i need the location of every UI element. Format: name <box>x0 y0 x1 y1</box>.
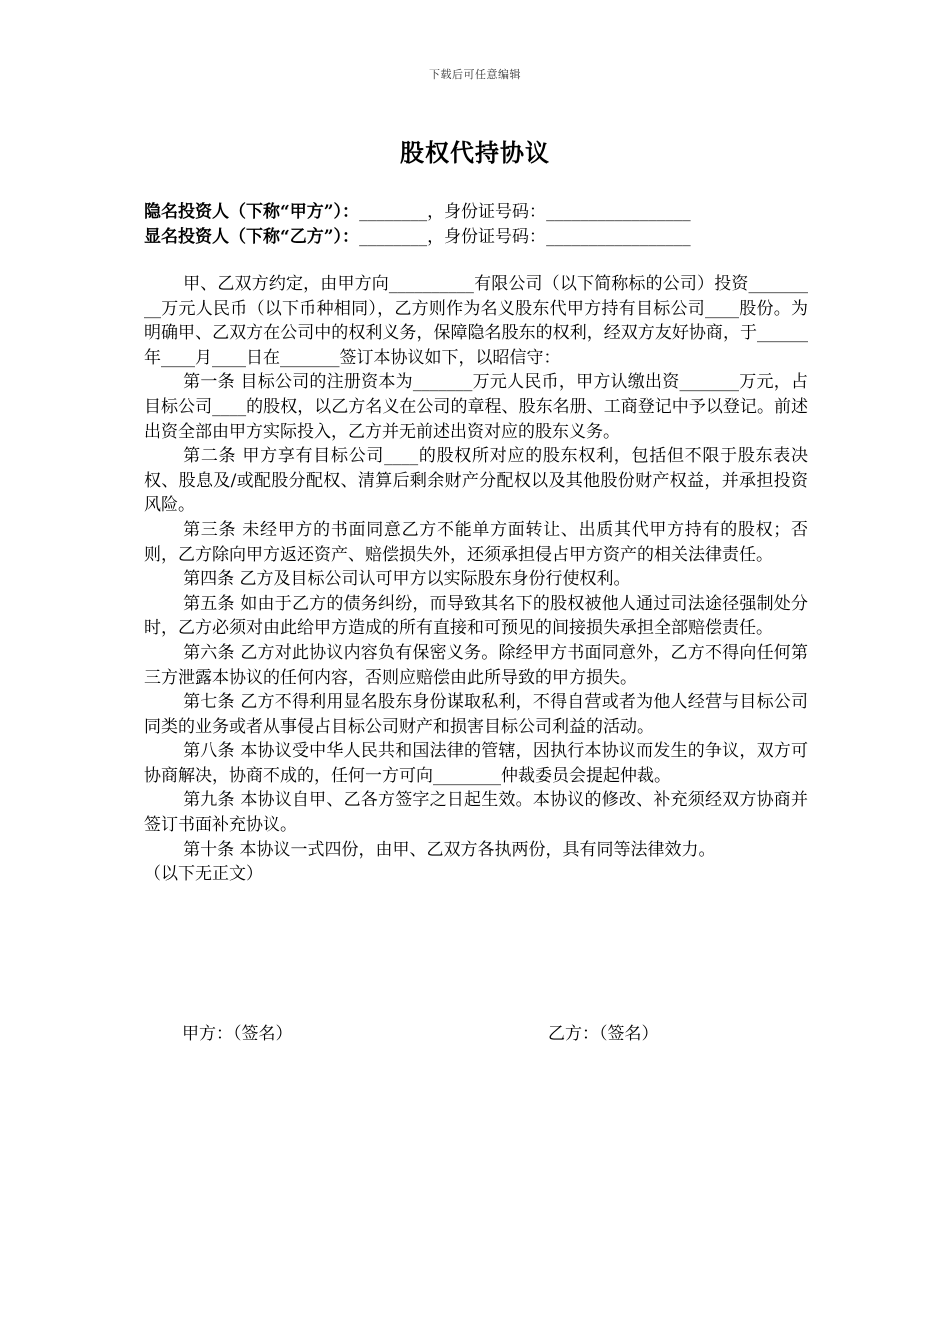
party-a-name-blank: ________ <box>359 202 428 222</box>
party-a-id-blank: _________________ <box>546 202 691 222</box>
closing-note: （以下无正文） <box>144 864 263 885</box>
page-title: 股权代持协议 <box>400 138 550 167</box>
party-b-line <box>144 225 824 250</box>
article-2: 第二条 甲方享有目标公司____的股权所对应的股东权利，包括但不限于股东表决权、股息及/或配股分配权、清算后剩余财产分配权以及其他股份财产权益，并承担投资风险。 <box>144 446 808 516</box>
parties-block <box>144 200 824 250</box>
party-b-id-blank: _________________ <box>546 227 691 247</box>
article-8: 第八条 本协议受中华人民共和国法律的管辖，因执行本协议而发生的争议，双方可协商解决，协商不成的，任何一方可向________仲裁委员会提起仲裁。 <box>144 741 808 786</box>
party-b-signature: 乙方：（签名） <box>548 1024 659 1044</box>
header-note: 下载后可任意编辑 <box>429 68 521 81</box>
party-a-id-label: ，身份证号码： <box>427 202 547 222</box>
article-4: 第四条 乙方及目标公司认可甲方以实际股东身份行使权利。 <box>183 569 631 590</box>
article-9: 第九条 本协议自甲、乙各方签字之日起生效。本协议的修改、补充须经双方协商并签订书面补充协议。 <box>144 790 808 836</box>
party-b-name-blank: ________ <box>359 227 428 247</box>
party-b-label: 显名投资人（下称“乙方”）： <box>144 227 360 247</box>
party-a-line <box>144 200 824 225</box>
article-7: 第七条 乙方不得利用显名股东身份谋取私利，不得自营或者为他人经营与目标公司同类的业务或者从事侵占目标公司财产和损害目标公司利益的活动。 <box>144 692 808 737</box>
preamble-paragraph: 甲、乙双方约定，由甲方向__________有限公司（以下简称标的公司）投资_________万元人民币（以下币种相同），乙方则作为名义股东代甲方持有目标公司____股份。为明确甲、乙双方在公司中的权利义务，保障隐名股东的权利，经双方友好协商，于______年____月____日在_______签订本协议如下，以昭信守： <box>144 274 808 368</box>
article-1: 第一条 目标公司的注册资本为_______万元人民币，甲方认缴出资_______万元，占目标公司____的股权，以乙方名义在公司的章程、股东名册、工商登记中予以登记。前述出资全部由甲方实际投入，乙方并无前述出资对应的股东义务。 <box>144 372 808 442</box>
article-5: 第五条 如由于乙方的债务纠纷，而导致其名下的股权被他人通过司法途径强制处分时，乙方必须对由此给甲方造成的所有直接和可预见的间接损失承担全部赔偿责任。 <box>144 593 808 639</box>
party-a-signature: 甲方：（签名） <box>182 1024 293 1044</box>
article-3: 第三条 未经甲方的书面同意乙方不能单方面转让、出质其代甲方持有的股权；否则，乙方除向甲方返还资产、赔偿损失外，还须承担侵占甲方资产的相关法律责任。 <box>144 519 808 565</box>
article-10: 第十条 本协议一式四份，由甲、乙双方各执两份，具有同等法律效力。 <box>183 839 716 860</box>
party-a-label: 隐名投资人（下称“甲方”）： <box>144 202 360 222</box>
party-b-id-label: ，身份证号码： <box>427 227 547 247</box>
article-6: 第六条 乙方对此协议内容负有保密义务。除经甲方书面同意外，乙方不得向任何第三方泄露本协议的任何内容，否则应赔偿由此所导致的甲方损失。 <box>144 642 808 688</box>
agreement-body <box>144 272 808 887</box>
